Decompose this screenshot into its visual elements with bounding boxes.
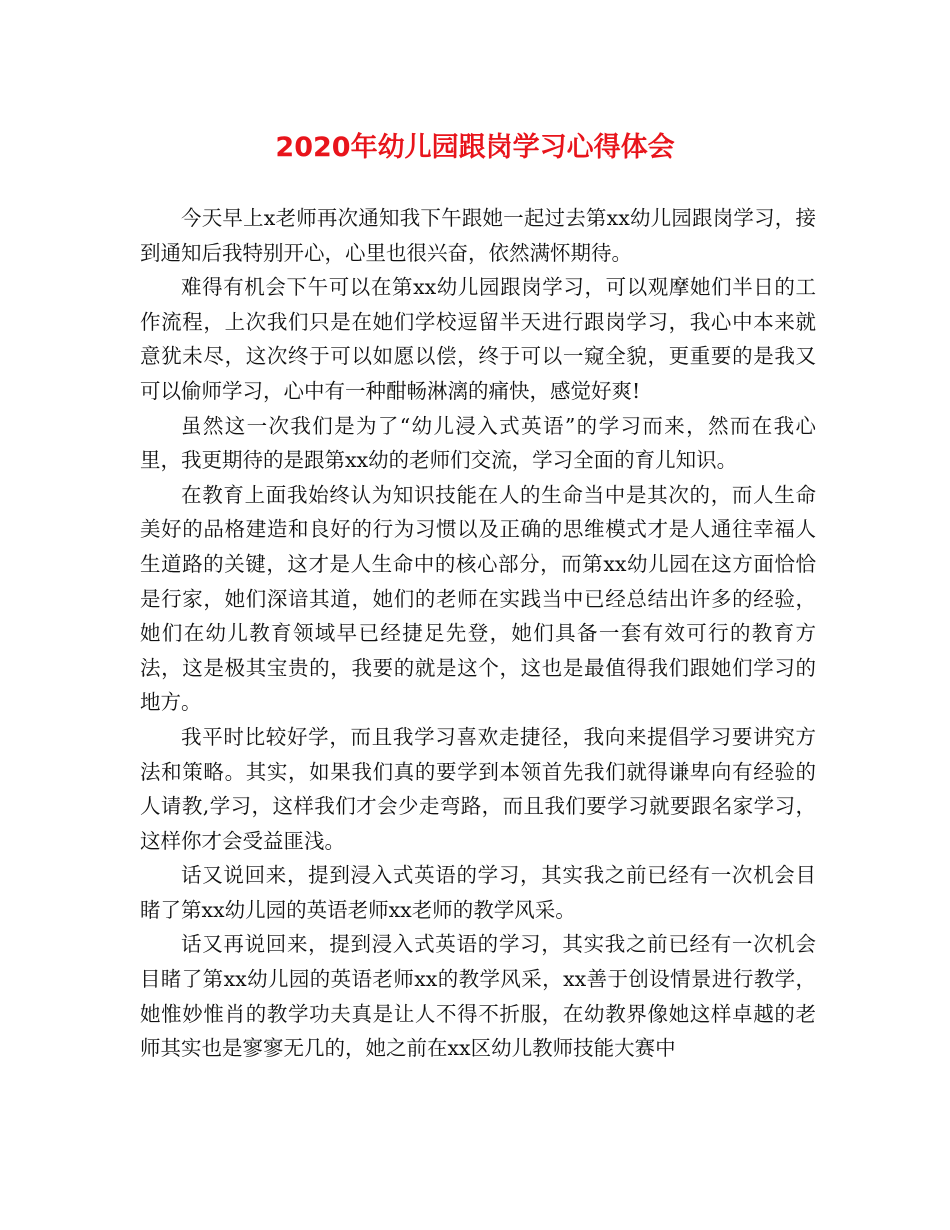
paragraph-1: 今天早上x老师再次通知我下午跟她一起过去第xx幼儿园跟岗学习，接到通知后我特别开心，心里也很兴奋，依然满怀期待。	[140, 206, 816, 265]
document-body	[140, 201, 816, 1066]
paragraph-2: 难得有机会下午可以在第xx幼儿园跟岗学习，可以观摩她们半日的工作流程，上次我们只是在她们学校逗留半天进行跟岗学习，我心中本来就意犹未尽，这次终于可以如愿以偿，终于可以一窥全貌，更重要的是我又可以偷师学习，心中有一种酣畅淋漓的痛快，感觉好爽!	[140, 275, 816, 403]
paragraph-4: 在教育上面我始终认为知识技能在人的生命当中是其次的，而人生命美好的品格建造和良好的行为习惯以及正确的思维模式才是人通往幸福人生道路的关键，这才是人生命中的核心部分，而第xx幼儿园在这方面恰恰是行家，她们深谙其道，她们的老师在实践当中已经总结出许多的经验，她们在幼儿教育领域早已经捷足先登，她们具备一套有效可行的教育方法，这是极其宝贵的，我要的就是这个，这也是最值得我们跟她们学习的地方。	[140, 482, 816, 715]
page-title: 2020年幼儿园跟岗学习心得体会	[275, 132, 675, 163]
paragraph-3: 虽然这一次我们是为了“幼儿浸入式英语”的学习而来，然而在我心里，我更期待的是跟第xx幼的老师们交流，学习全面的育儿知识。	[140, 413, 816, 473]
paragraph-5: 我平时比较好学，而且我学习喜欢走捷径，我向来提倡学习要讲究方法和策略。其实，如果我们真的要学到本领首先我们就得谦卑向有经验的人请教,学习，这样我们才会少走弯路，而且我们要学习就要跟名家学习，这样你才会受益匪浅。	[140, 724, 816, 853]
paragraph-6: 话又说回来，提到浸入式英语的学习，其实我之前已经有一次机会目睹了第xx幼儿园的英语老师xx老师的教学风采。	[140, 863, 816, 922]
paragraph-7: 话又再说回来，提到浸入式英语的学习，其实我之前已经有一次机会目睹了第xx幼儿园的英语老师xx的教学风采，xx善于创设情景进行教学，她惟妙惟肖的教学功夫真是让人不得不折服，在幼教界像她这样卓越的老师其实也是寥寥无几的，她之前在xx区幼儿教师技能大赛中	[140, 932, 816, 1061]
